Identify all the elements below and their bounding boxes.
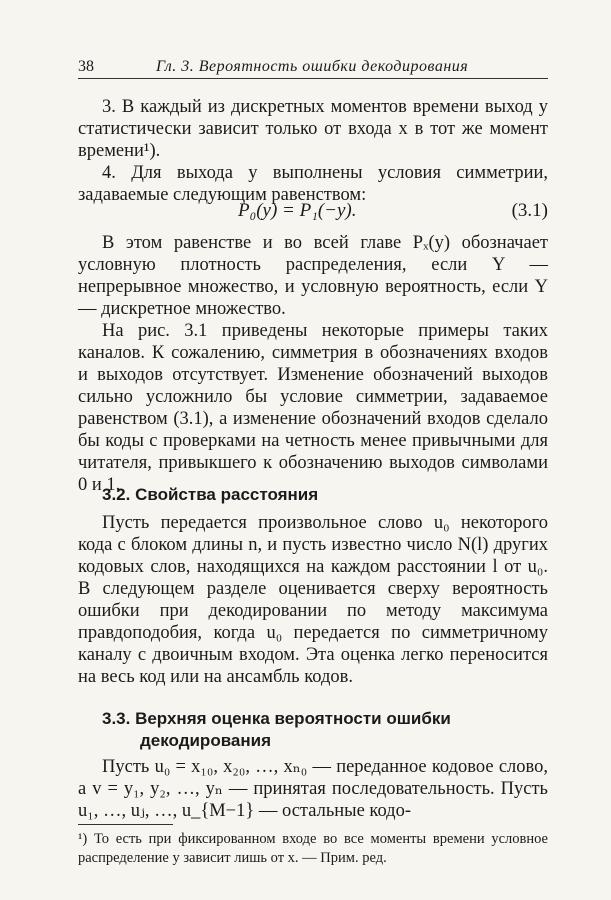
section-heading-3-3 xyxy=(102,708,532,752)
page-number: 38 xyxy=(78,58,94,75)
section-heading-3-2: 3.2. Свойства расстояния xyxy=(102,485,319,504)
running-title: Гл. 3. Вероятность ошибки декодирования xyxy=(156,58,469,75)
paragraph-examples: На рис. 3.1 приведены некоторые примеры таких каналов. К сожалению, симметрия в обозначениях входов и выходов отсутствует. Изменение обозначений выходов сильно усложнило бы условие симметрии, задаваемое равенством (3.1), а изменение обозначений входов сделало бы коды с проверками на четность менее привычными для читателя, привыкшего к обозначению выходов символами 0 и 1. xyxy=(78,321,548,495)
section-heading-line-1: 3.3. Верхняя оценка вероятности ошибки xyxy=(102,709,451,728)
body-text-3 xyxy=(78,756,548,822)
body-text-1 xyxy=(78,232,548,496)
body-text-2 xyxy=(78,512,548,688)
footnote: ¹) То есть при фиксированном входе во все моменты времени условное распределение y зависит лишь от x. — Прим. ред. xyxy=(78,831,548,866)
equation-3-1 xyxy=(78,200,548,224)
equation-formula: P₀(y) = P₁(−y). xyxy=(238,200,357,221)
condition-item-3: 3. В каждый из дискретных моментов времени выход y статистически зависит только от входа x в тот же момент времени¹). xyxy=(78,97,548,161)
condition-list xyxy=(78,96,548,206)
section-heading-line-2: декодирования xyxy=(140,731,272,750)
paragraph-notation: В этом равенстве и во всей главе Pₓ(y) обозначает условную плотность распределения, если Y — непрерывное множество, и условную вероятность, если Y — дискретное множество. xyxy=(78,233,548,319)
header-rule xyxy=(78,78,548,79)
paragraph-distance: Пусть передается произвольное слово u₀ некоторого кода с блоком длины n, и пусть известно число N(l) других кодовых слов, находящихся на каждом расстоянии l от u₀. В следующем разделе оценивается сверху вероятность ошибки при декодировании по методу максимума правдоподобия, когда u₀ передается по симметричному каналу с двоичным входом. Эта оценка легко переносится на весь код или на ансамбль кодов. xyxy=(78,513,548,687)
footnote-rule xyxy=(78,824,173,825)
condition-item-4: 4. Для выхода y выполнены условия симметрии, задаваемые следующим равенством: xyxy=(78,163,548,205)
paragraph-transmitted-word: Пусть u₀ = x₁₀, x₂₀, …, xₙ₀ — переданное кодовое слово, а v = y₁, y₂, …, yₙ — принятая последовательность. Пусть u₁, …, uⱼ, …, u_{M−1} — остальные кодо- xyxy=(78,757,548,821)
equation-number: (3.1) xyxy=(511,200,548,221)
